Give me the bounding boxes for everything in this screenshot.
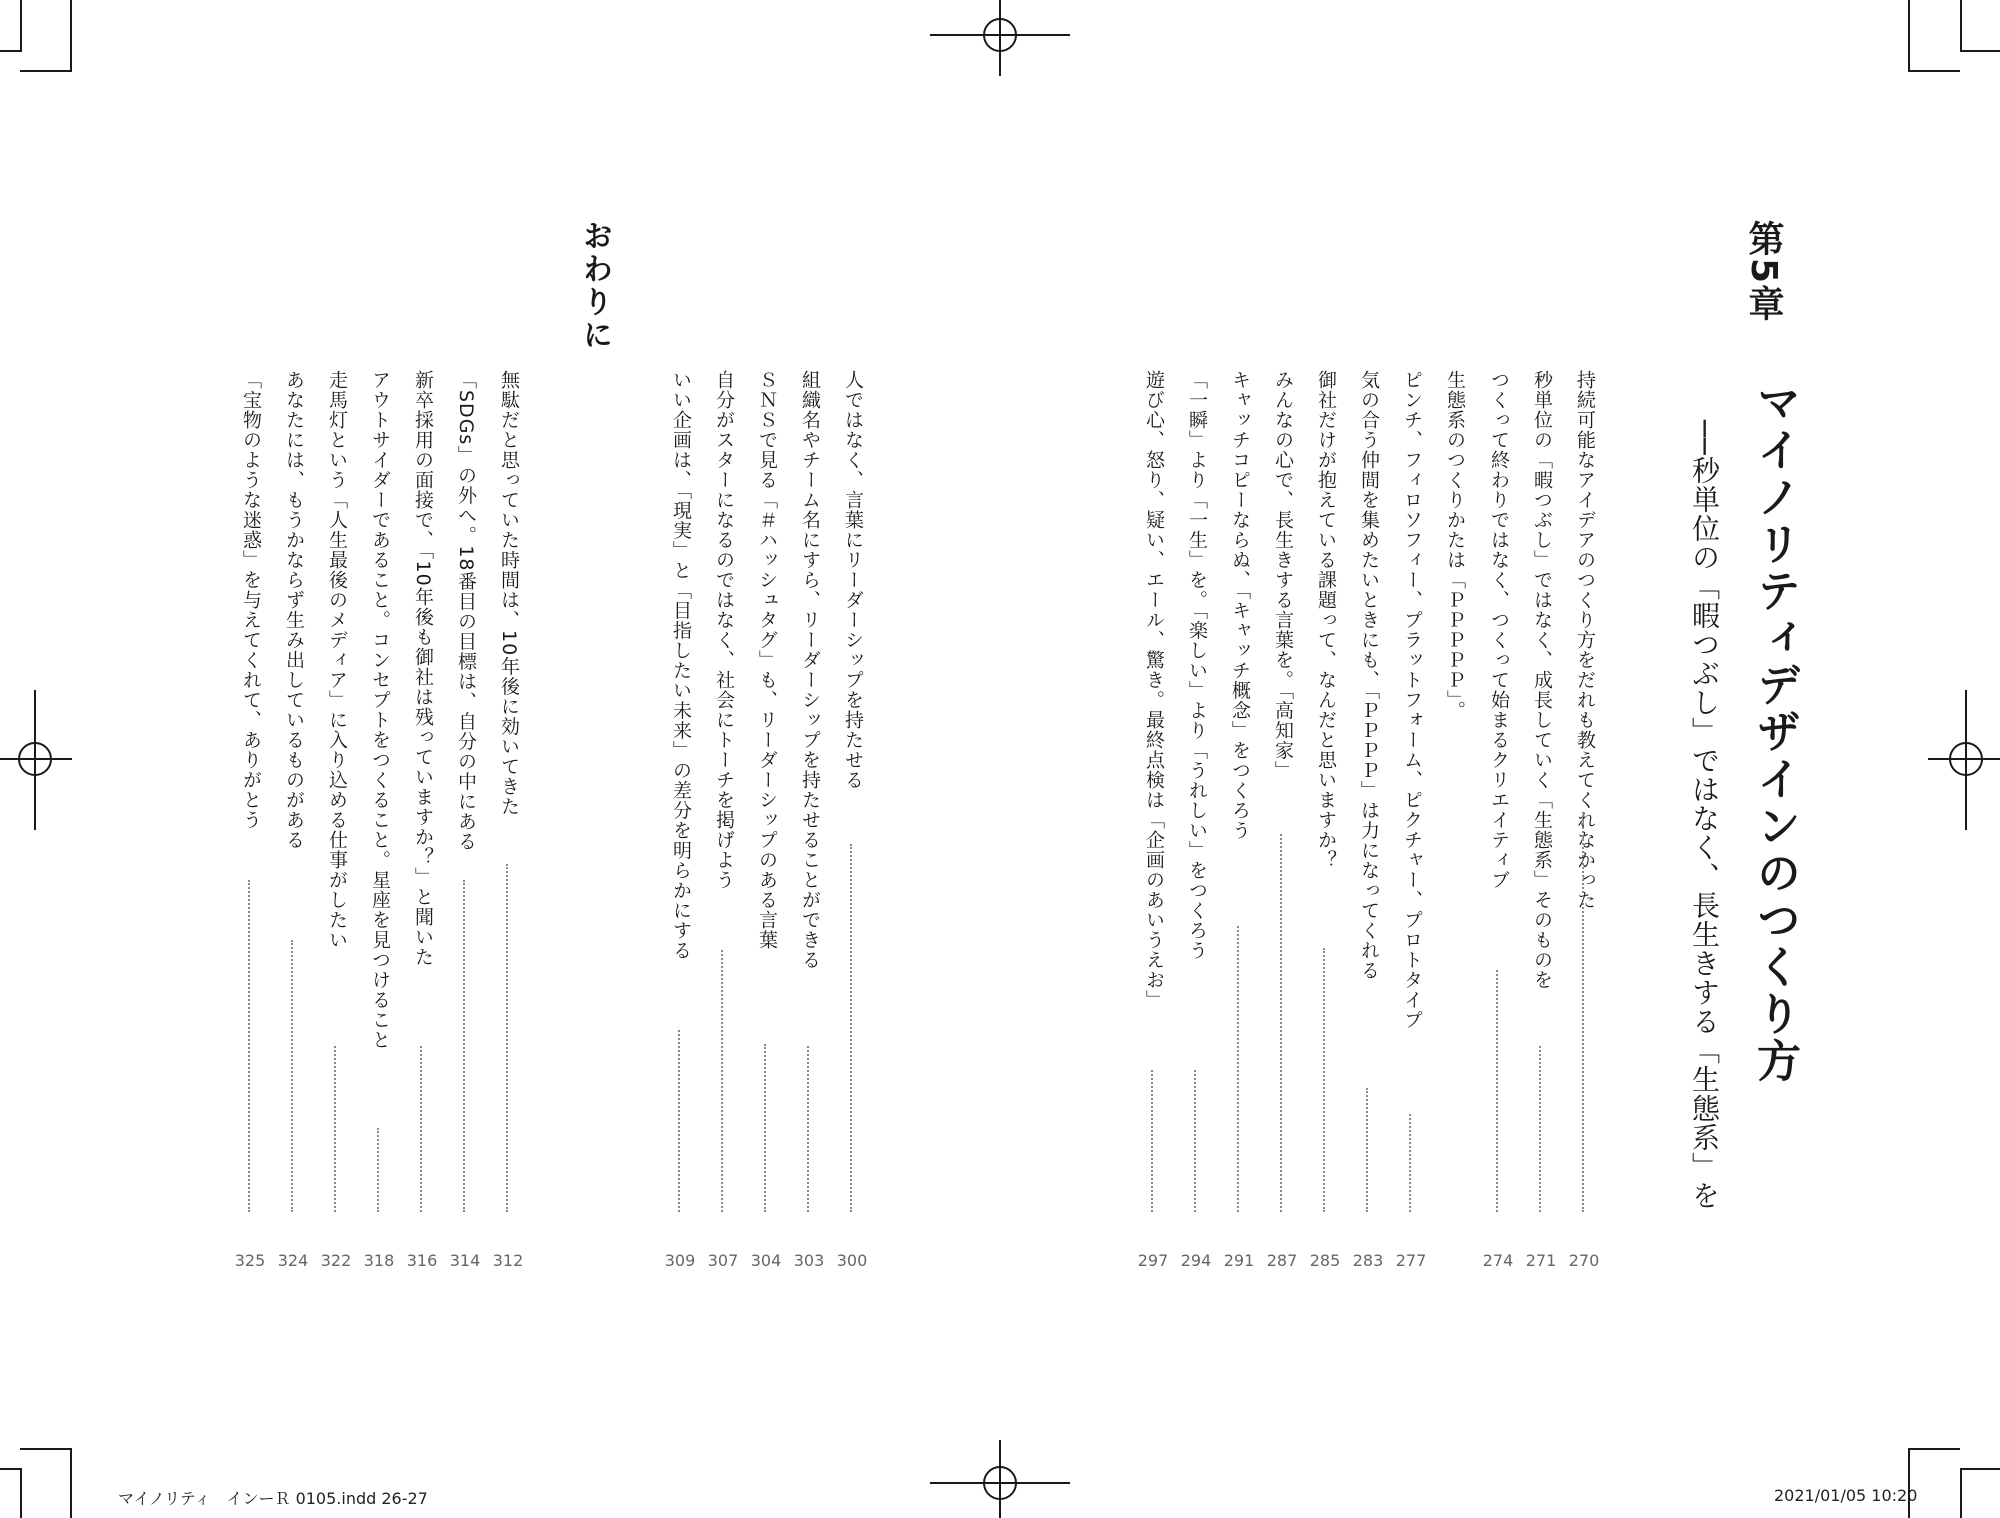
toc-entry[interactable]	[363, 370, 395, 1270]
toc-entry[interactable]	[750, 370, 782, 1270]
toc-entry-text: 新卒採用の面接で、「10年後も御社は残っていますか？」と聞いた	[412, 370, 434, 967]
toc-entry-text: 組織名やチーム名にすら、リーダーシップを持たせることができる	[799, 370, 821, 970]
toc-leader	[807, 1046, 809, 1212]
toc-page-number: 287	[1266, 1251, 1298, 1270]
toc-entry[interactable]	[277, 370, 309, 1270]
toc-entry-text: つくって終わりではなく、つくって始まるクリエイティブ	[1488, 370, 1510, 890]
toc-leader	[1194, 1070, 1196, 1212]
toc-leader	[850, 844, 852, 1212]
toc-page-number: 283	[1352, 1251, 1384, 1270]
toc-entry-text: 人ではなく、言葉にリーダーシップを持たせる	[842, 370, 864, 790]
toc-leader	[334, 1046, 336, 1212]
toc-entry-text: いい企画は、「現実」と「目指したい未来」の差分を明らかにする	[670, 370, 692, 961]
toc-entry[interactable]	[1309, 370, 1341, 1270]
toc-entry-text: 「宝物のような迷惑」を与えてくれて、ありがとう	[240, 370, 262, 830]
toc-entry[interactable]	[406, 370, 438, 1270]
toc-entry-text: 秒単位の「暇つぶし」ではなく、成長していく「生態系」そのものを	[1531, 370, 1553, 990]
footer-timestamp: 2021/01/05 10:20	[1774, 1486, 1918, 1505]
chapter-subtitle: ──秒単位の「暇つぶし」ではなく、長生きする「生態系」を	[1688, 420, 1721, 1210]
toc-entry-text: アウトサイダーであること。コンセプトをつくること。星座を見つけること	[369, 370, 391, 1050]
toc-leader	[764, 1044, 766, 1212]
toc-entry[interactable]	[320, 370, 352, 1270]
toc-leader	[1409, 1114, 1411, 1212]
toc-leader	[420, 1046, 422, 1212]
toc-leader	[1539, 1046, 1541, 1212]
toc-page-number: 271	[1525, 1251, 1557, 1270]
toc-entry[interactable]	[1568, 370, 1600, 1270]
toc-entry[interactable]	[1352, 370, 1384, 1270]
chapter-title: マイノリティデザインのつくり方	[1749, 380, 1800, 1085]
toc-leader	[1496, 970, 1498, 1212]
toc-entry[interactable]	[1395, 370, 1427, 1270]
toc-entry-text: あなたには、もうかならず生み出しているものがある	[283, 370, 305, 850]
toc-entry[interactable]	[1482, 370, 1514, 1270]
toc-entry-text: みんなの心で、長生きする言葉を。「高知家」	[1272, 370, 1294, 781]
toc-entry[interactable]	[1223, 370, 1255, 1270]
toc-page-number: 312	[492, 1251, 524, 1270]
toc-entry-text: 自分がスターになるのではなく、社会にトーチを掲げよう	[713, 370, 735, 890]
toc-entry[interactable]	[836, 370, 868, 1270]
toc-entry-text: ピンチ、フィロソフィー、プラットフォーム、ピクチャー、プロトタイプ	[1401, 370, 1423, 1030]
toc-entry-text: 生態系のつくりかたは「ＰＰＰＰＰ」。	[1444, 370, 1466, 721]
toc-leader	[1323, 948, 1325, 1212]
toc-entry[interactable]	[1438, 370, 1470, 1270]
toc-page-number: 291	[1223, 1251, 1255, 1270]
toc-entry[interactable]	[492, 370, 524, 1270]
toc-page-number: 324	[277, 1251, 309, 1270]
toc-leader	[291, 940, 293, 1212]
toc-leader	[1237, 926, 1239, 1212]
toc-entry-text: 気の合う仲間を集めたいときにも、「ＰＰＰＰ」は力になってくれる	[1358, 370, 1380, 981]
toc-entry-text: 遊び心、怒り、疑い、エール、驚き。最終点検は「企画のあいうえお」	[1143, 370, 1165, 1010]
toc-page-number: 316	[406, 1251, 438, 1270]
toc-page-number: 297	[1137, 1251, 1169, 1270]
toc-leader	[463, 880, 465, 1212]
toc-leader	[377, 1128, 379, 1212]
toc-page-number: 314	[449, 1251, 481, 1270]
toc-page-number: 303	[793, 1251, 825, 1270]
toc-leader	[721, 950, 723, 1212]
toc-page-number: 285	[1309, 1251, 1341, 1270]
toc-entry[interactable]	[449, 370, 481, 1270]
toc-entry[interactable]	[707, 370, 739, 1270]
toc-leader	[1582, 812, 1584, 1212]
toc-leader	[1151, 1070, 1153, 1212]
footer-filename: マイノリティ インーＲ 0105.indd 26-27	[118, 1489, 428, 1508]
toc-page-number: 277	[1395, 1251, 1427, 1270]
toc-page-number: 325	[234, 1251, 266, 1270]
toc-page-number: 300	[836, 1251, 868, 1270]
toc-entry-text: 「SDGs」の外へ。18番目の目標は、自分の中にある	[455, 370, 477, 852]
toc-leader	[506, 864, 508, 1212]
closing-title: おわりに	[577, 220, 612, 352]
toc-entry[interactable]	[664, 370, 696, 1270]
toc-entry-text: 無駄だと思っていた時間は、10年後に効いてきた	[498, 370, 520, 817]
chapter-label: 第5章	[1743, 220, 1784, 324]
toc-entry-text: 「一瞬」より「一生」を。「楽しい」より「うれしい」をつくろう	[1186, 370, 1208, 961]
toc-leader	[678, 1030, 680, 1212]
toc-leader	[1366, 1088, 1368, 1212]
toc-leader	[1280, 834, 1282, 1212]
toc-entry[interactable]	[793, 370, 825, 1270]
toc-entry-text: 走馬灯という「人生最後のメディア」に入り込める仕事がしたい	[326, 370, 348, 950]
toc-page-number: 322	[320, 1251, 352, 1270]
toc-page-number: 307	[707, 1251, 739, 1270]
toc-entry-text: キャッチコピーならぬ、「キャッチ概念」をつくろう	[1229, 370, 1251, 841]
toc-entry[interactable]	[234, 370, 266, 1270]
toc-page-number: 270	[1568, 1251, 1600, 1270]
toc-entry-text: 御社だけが抱えている課題って、なんだと思いますか？	[1315, 370, 1337, 870]
toc-page-number: 294	[1180, 1251, 1212, 1270]
toc-entry[interactable]	[1137, 370, 1169, 1270]
toc-entry[interactable]	[1180, 370, 1212, 1270]
toc-entry[interactable]	[1525, 370, 1557, 1270]
toc-page-number: 274	[1482, 1251, 1514, 1270]
toc-page-number: 304	[750, 1251, 782, 1270]
toc-page-number: 318	[363, 1251, 395, 1270]
toc-entry[interactable]	[1266, 370, 1298, 1270]
toc-entry-text: ＳＮＳで見る「＃ハッシュタグ」も、リーダーシップのある言葉	[756, 370, 778, 950]
toc-leader	[248, 880, 250, 1212]
toc-page-number: 309	[664, 1251, 696, 1270]
toc-entry-text: 持続可能なアイデアのつくり方をだれも教えてくれなかった	[1574, 370, 1596, 910]
